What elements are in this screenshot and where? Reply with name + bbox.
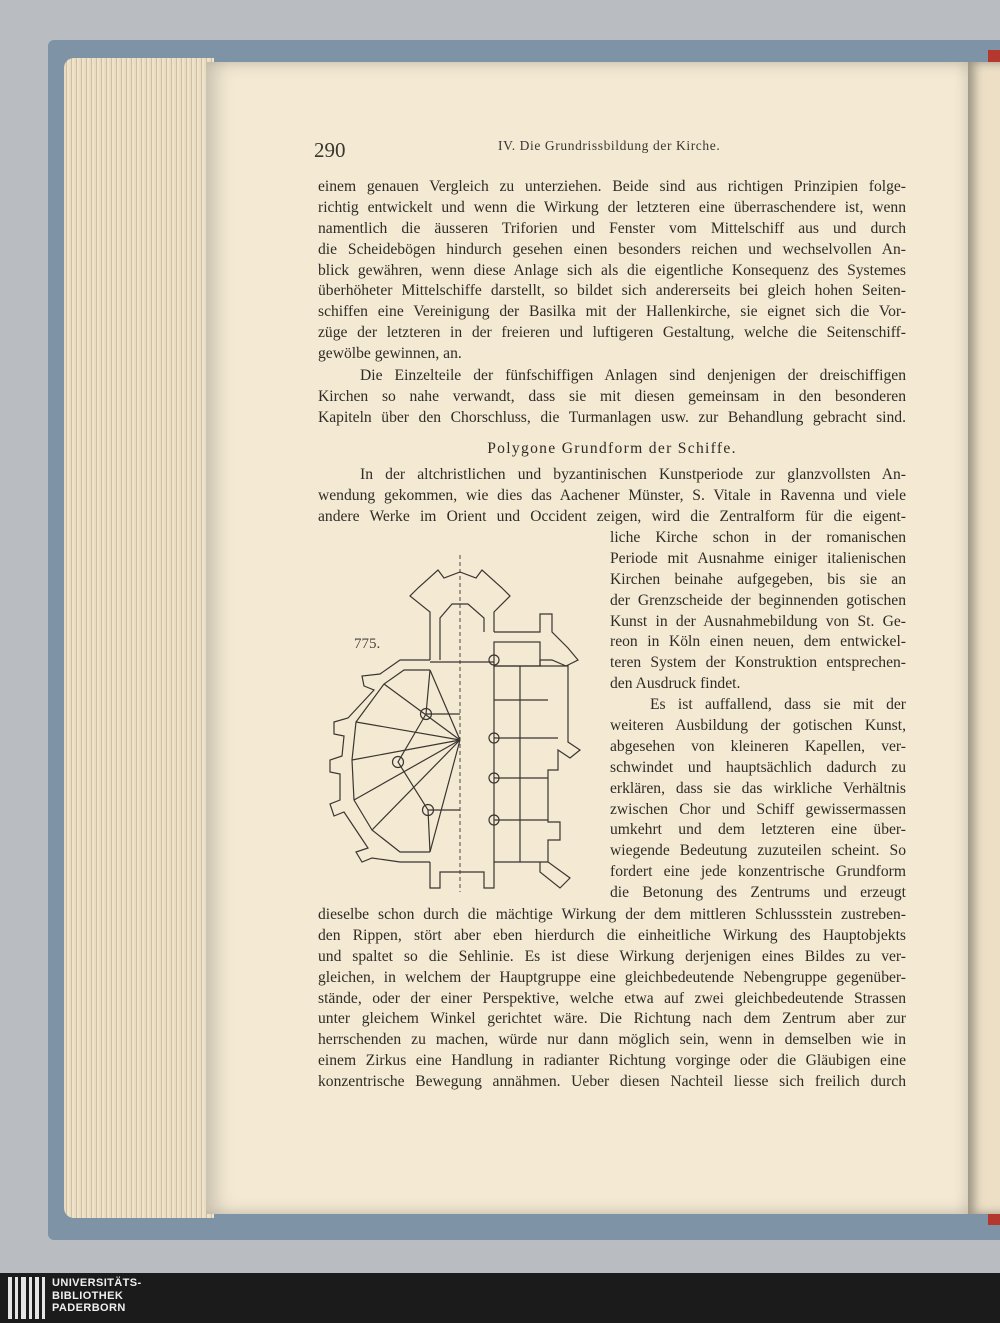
text-line: schwindet und hauptsächlich dadurch zu <box>610 758 906 776</box>
text-line: wiegende Bedeutung zuzuteilen scheint. So <box>610 842 906 860</box>
library-name-line: BIBLIOTHEK <box>52 1289 124 1302</box>
paragraph-1 <box>318 177 906 365</box>
page-edges <box>64 58 214 1218</box>
text-line: erklären, dass sie das wirkliche Verhältnis <box>610 779 906 797</box>
text-line: weiteren Ausbildung der gotischen Kunst, <box>610 717 906 735</box>
text-line: andere Werke im Orient und Occident zeigen, wird die Zentralform für die eigent- <box>318 507 906 525</box>
text-line: einem Zirkus eine Handlung in radianter Richtung vorginge oder die Gläubigen eine <box>318 1052 906 1070</box>
text-line: dieselbe schon durch die mächtige Wirkung der dem mittleren Schlussstein zustreben- <box>318 906 906 923</box>
text-line: fordert eine jede konzentrische Grundform <box>610 863 906 881</box>
paragraph-4 <box>318 905 906 1093</box>
text-line: Kunst in der Ausnahmebildung von St. Ge- <box>610 612 906 630</box>
library-name-line: UNIVERSITÄTS- <box>52 1277 142 1289</box>
text-line: Die Einzelteile der fünfschiffigen Anlagen sind denjenigen der dreischiffigen <box>360 367 906 384</box>
figure-label: 775. <box>354 636 381 652</box>
text-line: züge der letzteren in der freieren und luftigeren Gestaltung, welche die Seitenschiff- <box>318 324 906 342</box>
text-line: liche Kirche schon in der romanischen <box>610 529 906 546</box>
text-line: den Rippen, stört aber eben hierdurch die einheitliche Wirkung des Hauptobjekts <box>318 926 906 944</box>
text-line: die Betonung des Zentrums und erzeugt <box>610 884 906 902</box>
page-number: 290 <box>314 138 346 162</box>
section-heading: Polygone Grundform der Schiffe. <box>487 440 737 457</box>
text-line: Es ist auffallend, dass sie mit der <box>650 696 906 714</box>
text-line: gewölbe gewinnen, an. <box>318 345 462 363</box>
text-line: teren System der Konstruktion entsprechen- <box>610 654 906 672</box>
text-line: überhöheter Mittelschiffe darstellt, so bildet sich andererseits bei gleich hohen Seiten- <box>318 282 906 300</box>
library-logo-icon <box>8 1277 48 1319</box>
text-line: zwischen Chor und Schiff gewissermassen <box>610 800 906 818</box>
library-footer <box>0 1273 1000 1323</box>
text-line: abgesehen von kleineren Kapellen, ver- <box>610 737 906 755</box>
text-line: und spaltet so die Sehlinie. Es ist diese Wirkung derjenigen eines Bildes zu ver- <box>318 947 906 965</box>
text-line: der Grenzscheide der beginnenden gotischen <box>610 591 906 609</box>
running-head: IV. Die Grundrissbildung der Kirche. <box>498 138 721 153</box>
text-line: stände, oder der einer Perspektive, welche etwa auf zwei gleichbedeutende Strassen <box>318 989 906 1007</box>
text-line: reon in Köln einen neuen, dem entwickel- <box>610 633 906 651</box>
text-line: Kirchen so nahe verwandt, dass sie mit diesen gemeinsam in den besonderen <box>318 387 906 405</box>
library-name-line: PADERBORN <box>52 1302 126 1314</box>
text-line: einem genauen Vergleich zu unterziehen. Beide sind aus richtigen Prinzipien folge- <box>318 178 906 195</box>
floor-plan-figure <box>325 550 587 895</box>
paragraph-3 <box>318 465 906 528</box>
text-line: In der altchristlichen und byzantinischen Kunstperiode zur glanzvollsten An- <box>360 466 906 483</box>
facing-page-edge <box>966 62 1000 1214</box>
text-line: den Ausdruck findet. <box>610 675 741 693</box>
text-line: die Scheidebögen hindurch gesehen einen besonders reichen und wechselvollen An- <box>318 240 906 258</box>
paragraph-3-continued <box>610 528 906 904</box>
text-line: umkehrt und dem letzteren eine über- <box>610 821 906 839</box>
library-name <box>52 1277 142 1315</box>
text-line: Kapiteln über den Chorschluss, die Turmanlagen usw. zur Behandlung gebracht sind. <box>318 408 906 426</box>
text-line: richtig entwickelt und wenn die Wirkung der letzteren eine überraschendere ist, wenn <box>318 198 906 216</box>
text-line: Periode mit Ausnahme einiger italienischen <box>610 549 906 567</box>
text-line: wendung gekommen, wie dies das Aachener Münster, S. Vitale in Ravenna und viele <box>318 486 906 504</box>
text-line: unter gleichem Winkel gerichtet wäre. Die Richtung nach dem Zentrum aber zur <box>318 1010 906 1028</box>
text-line: herrschenden zu machen, würde nur dann möglich sein, wenn in demselben wie in <box>318 1031 906 1049</box>
text-line: konzentrische Bewegung annähmen. Ueber diesen Nachteil liesse sich freilich durch <box>318 1073 906 1091</box>
text-line: Kirchen beinahe aufgegeben, bis sie an <box>610 570 906 588</box>
text-line: blick gewähren, wenn diese Anlage sich als die eigentliche Konsequenz des Systemes <box>318 261 906 279</box>
paragraph-2 <box>318 366 906 429</box>
text-line: namentlich die äusseren Triforien und Fenster vom Mittelschiff aus und durch <box>318 219 906 237</box>
text-line: schiffen eine Vereinigung der Basilka mit der Hallenkirche, sie eignet sich die Vor- <box>318 303 906 321</box>
text-line: gleichen, in welchem der Hauptgruppe eine gleichbedeutende Nebengruppe gegenüber- <box>318 968 906 986</box>
